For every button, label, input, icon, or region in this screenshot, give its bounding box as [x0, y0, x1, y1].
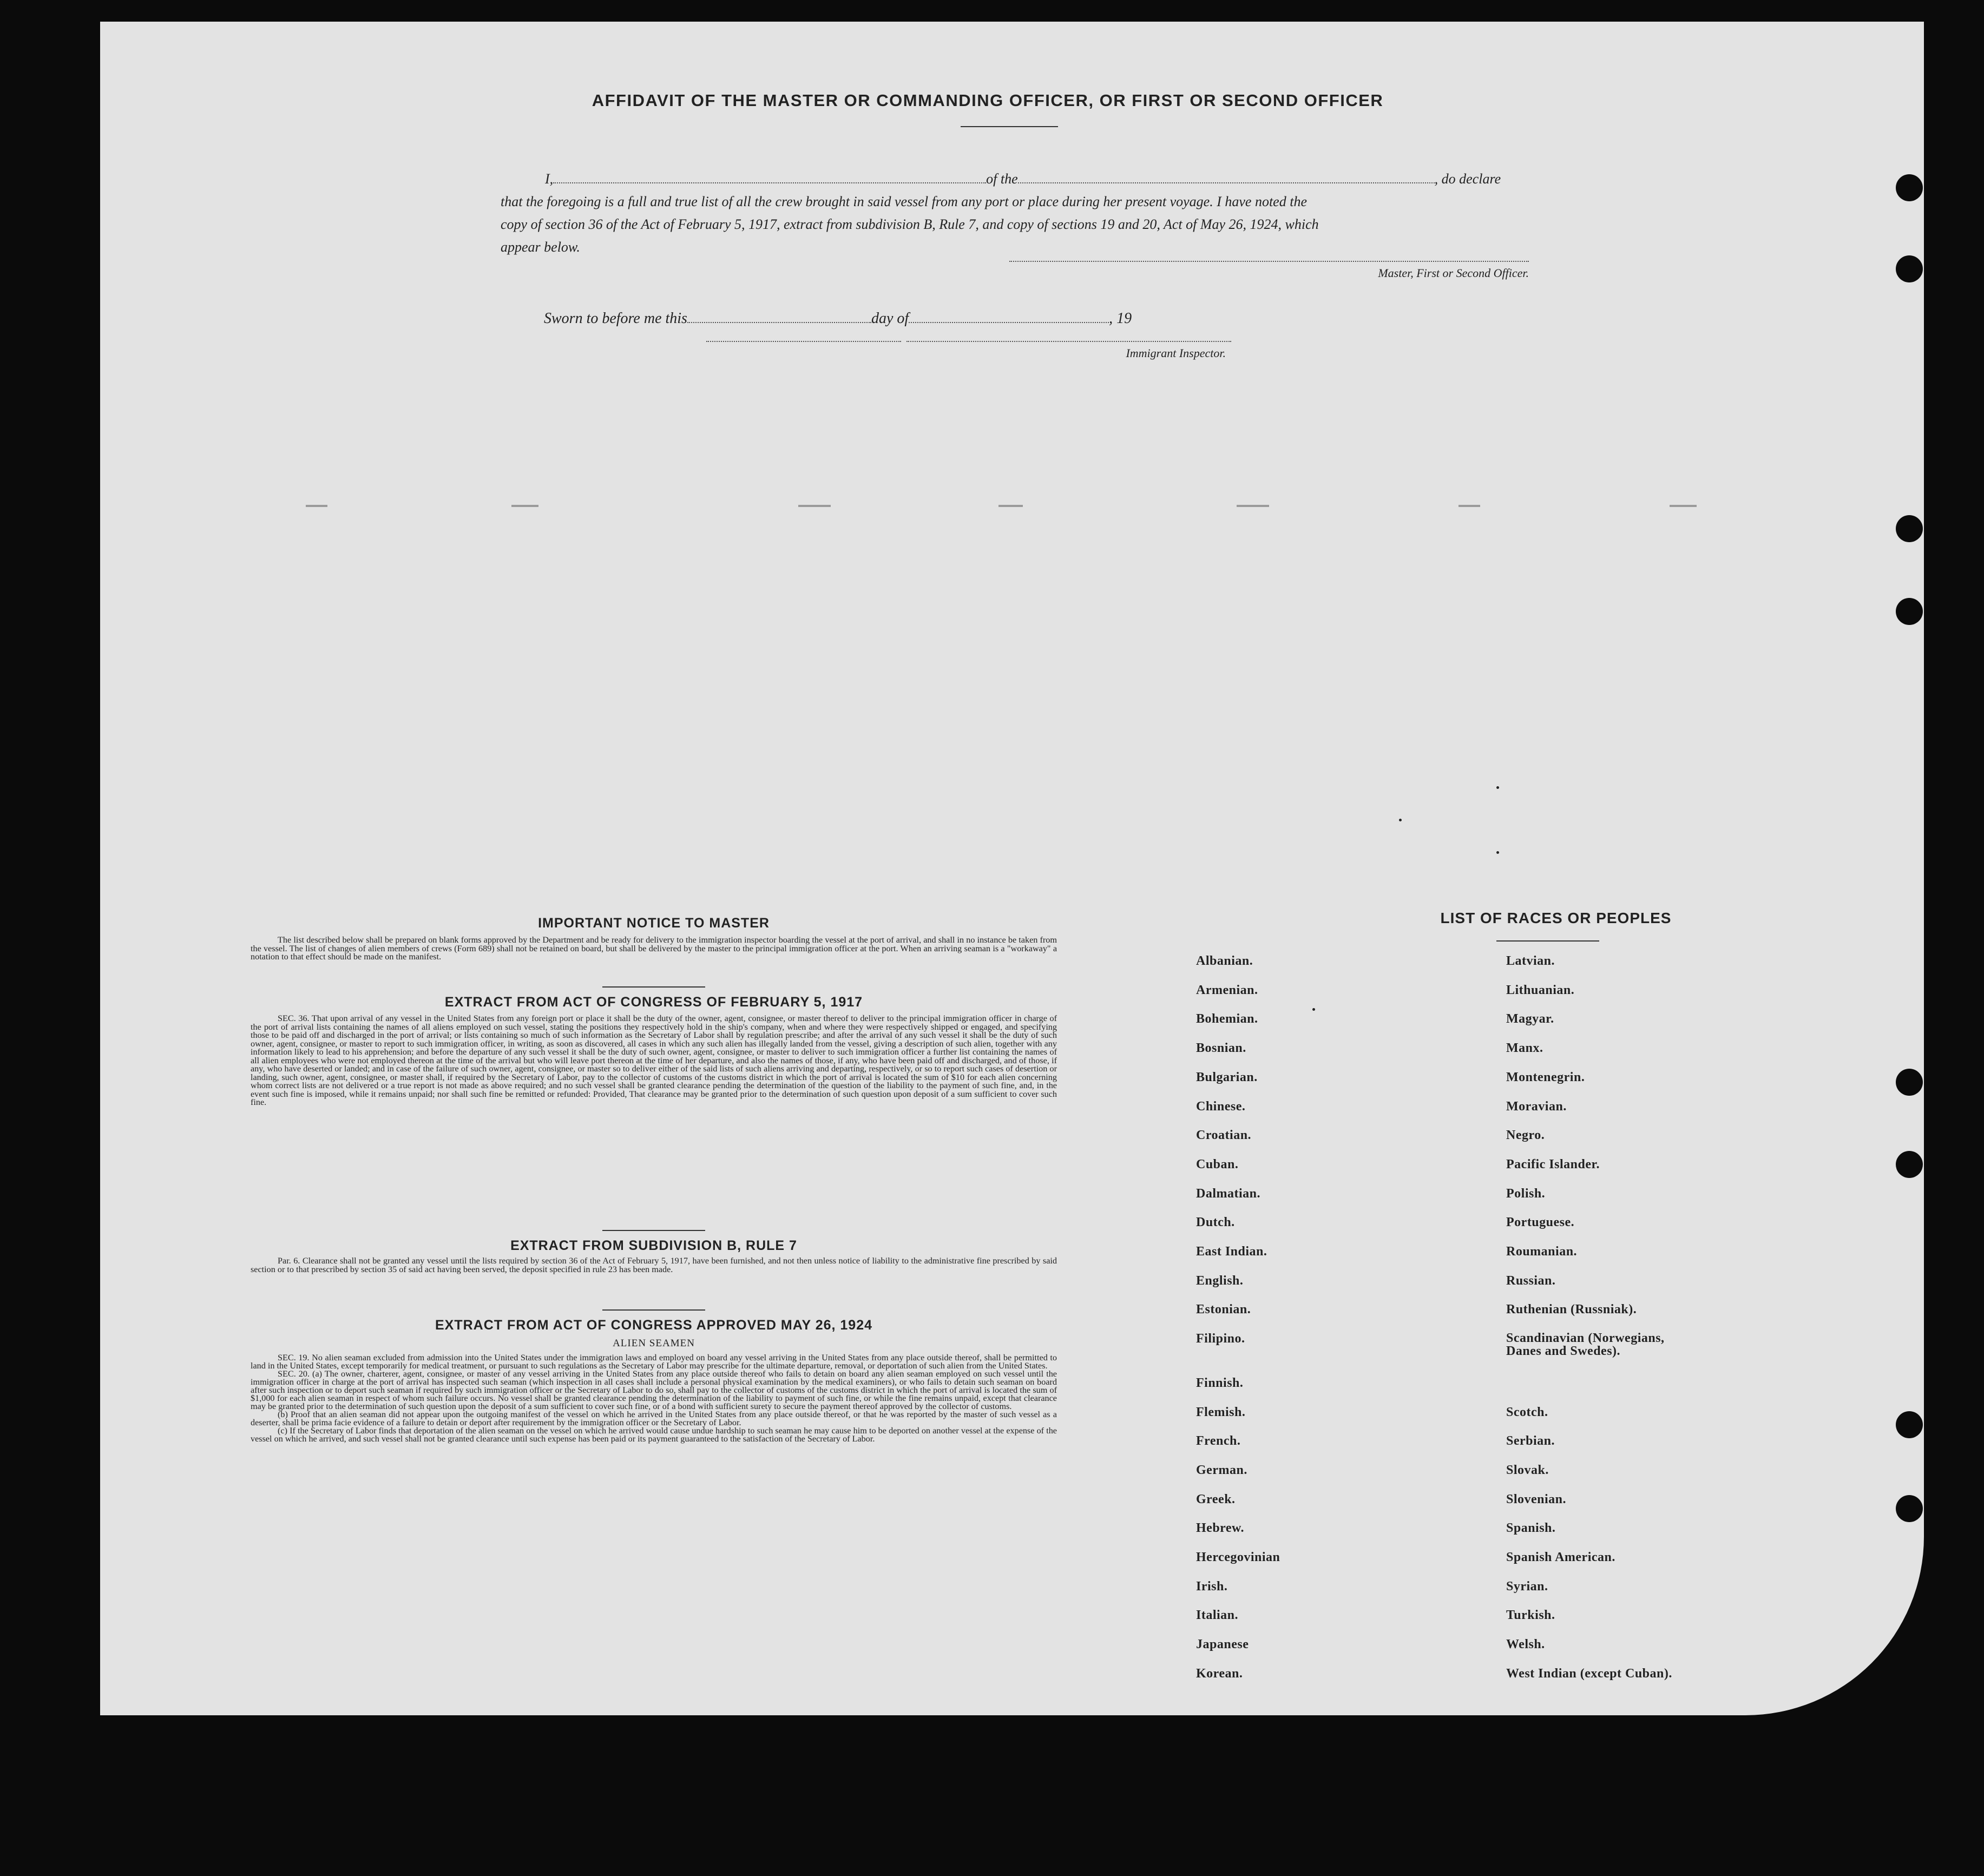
- speck: [1496, 786, 1499, 789]
- inspector-signature-line-right[interactable]: [906, 341, 1231, 342]
- race-right-item: Portuguese.: [1506, 1215, 1575, 1230]
- race-left-item: Hebrew.: [1196, 1521, 1245, 1536]
- race-right-item: Spanish.: [1506, 1521, 1556, 1536]
- do-declare-label: , do declare: [1434, 171, 1501, 187]
- document-page: [100, 22, 1924, 1715]
- race-left-item: Flemish.: [1196, 1405, 1246, 1419]
- extract-1924-heading: EXTRACT FROM ACT OF CONGRESS APPROVED MAY 26, 1924: [435, 1318, 873, 1333]
- race-right-item: Moravian.: [1506, 1099, 1567, 1114]
- bleed-mark: [998, 505, 1023, 507]
- race-right-item: Montenegrin.: [1506, 1070, 1585, 1084]
- bleed-mark: [798, 505, 831, 507]
- extract-1924-sec20c: (c) If the Secretary of Labor finds that deportation of the alien seaman on the vessel on which he arrived would cause undue hardship to such seaman he may cause him to be deported on another vessel at the expense of the vessel on which he arrived, and such vessel shall not be granted clearance until such expense has been paid or its payment guaranteed to the satisfaction of the Secretary of Labor.: [251, 1426, 1057, 1444]
- affidavit-body: [501, 168, 1626, 259]
- of-the-label: of the: [986, 171, 1018, 187]
- race-right-item: Welsh.: [1506, 1637, 1545, 1652]
- race-left-item: French.: [1196, 1434, 1241, 1449]
- extract-rule7-text: Par. 6. Clearance shall not be granted any vessel until the lists required by section 36 of the Act of February 5, 1917, have been furnished, and not then unless notice of liability to the administrative fine prescribed by said section or to that prescribed by section 35 of said act having been served, the deposit specified in rule 23 has been made.: [251, 1256, 1057, 1274]
- name-fill-line[interactable]: [553, 172, 986, 183]
- sworn-month-fill-line[interactable]: [909, 311, 1109, 323]
- speck: [1496, 851, 1499, 854]
- race-left-item: Irish.: [1196, 1579, 1228, 1594]
- master-signature-line[interactable]: [1009, 261, 1529, 262]
- extract-1924-subheading: ALIEN SEAMEN: [613, 1338, 695, 1349]
- sworn-line: [544, 310, 1132, 327]
- speck: [1399, 819, 1402, 821]
- bleed-mark: [511, 505, 538, 507]
- race-right-item: Syrian.: [1506, 1579, 1548, 1594]
- race-left-item: Armenian.: [1196, 983, 1258, 997]
- race-right-item: Scandinavian (Norwegians, Danes and Swedes).: [1506, 1331, 1665, 1359]
- punch-hole: [1896, 174, 1923, 201]
- title-rule: [961, 126, 1058, 127]
- master-signature-label: Master, First or Second Officer.: [1378, 266, 1529, 280]
- important-notice-text: The list described below shall be prepared on blank forms approved by the Department and be ready for delivery to the immigration inspector boarding the vessel at the port of arrival, and shall in no instance be taken from the vessel. The list of changes of alien members of crews (Form 689) shall not be retained on board, but shall be delivered by the master to the principal immigration officer at the port. When an arriving seaman is a "workaway" a notation to that effect should be made on the manifest.: [251, 935, 1057, 962]
- race-left-item: Chinese.: [1196, 1099, 1246, 1114]
- important-notice-heading: IMPORTANT NOTICE TO MASTER: [538, 916, 770, 931]
- race-left-item: Bohemian.: [1196, 1012, 1258, 1026]
- race-left-item: German.: [1196, 1463, 1247, 1477]
- race-left-item: Hercegovinian: [1196, 1550, 1280, 1564]
- race-right-item: Magyar.: [1506, 1012, 1554, 1026]
- affidavit-line-3: appear below.: [501, 239, 580, 255]
- race-left-item: Italian.: [1196, 1608, 1239, 1623]
- race-right-item: Spanish American.: [1506, 1550, 1615, 1564]
- race-right-item: Negro.: [1506, 1128, 1545, 1143]
- sworn-day-fill-line[interactable]: [687, 311, 871, 323]
- extract-1924-sec20b: (b) Proof that an alien seaman did not appear upon the outgoing manifest of the vessel on which he arrived in the United States from any place outside thereof, or that he was reported by the master of such vessel as a deserter, shall be prima facie evidence of a failure to detain or deport after requirement by the immigration officer or the Secretary of Labor.: [251, 1410, 1057, 1427]
- race-left-item: Japanese: [1196, 1637, 1249, 1652]
- race-right-item: Turkish.: [1506, 1608, 1555, 1623]
- race-right-item: Scotch.: [1506, 1405, 1548, 1419]
- race-right-item: West Indian (except Cuban).: [1506, 1666, 1672, 1681]
- punch-hole: [1896, 598, 1923, 625]
- races-heading: LIST OF RACES OR PEOPLES: [1440, 910, 1672, 926]
- race-right-item: Serbian.: [1506, 1434, 1555, 1449]
- vessel-fill-line[interactable]: [1018, 172, 1435, 183]
- race-left-item: Dutch.: [1196, 1215, 1235, 1230]
- punch-hole: [1896, 255, 1923, 282]
- affidavit-declaration-line: [501, 168, 1626, 190]
- race-left-item: English.: [1196, 1273, 1244, 1288]
- race-left-item: Dalmatian.: [1196, 1186, 1260, 1201]
- race-right-item: Slovenian.: [1506, 1492, 1567, 1506]
- affidavit-line-1: that the foregoing is a full and true list of all the crew brought in said vessel from any port or place during her present voyage. I have noted the: [501, 194, 1307, 209]
- bleed-mark: [1237, 505, 1269, 507]
- i-label: I,: [545, 171, 554, 187]
- race-left-item: Estonian.: [1196, 1302, 1251, 1317]
- race-right-item: Roumanian.: [1506, 1245, 1578, 1259]
- punch-hole: [1896, 1151, 1923, 1178]
- extract-1924-sec20a: SEC. 20. (a) The owner, charterer, agent, consignee, or master of any vessel arriving in the United States from any place outside thereof who fails to detain on board any alien seaman employed on such vessel until the immigration officer in charge at the port of arrival has inspected such seaman (which inspection in all cases shall include a personal physical examination by the medical examiners), or who fails to detain such seaman on board after such inspection or to deport such seaman if required by such immigration officer or the Secretary of Labor to do so, shall pay to the collector of customs of the customs district in which the port of arrival is located the sum of $1,000 for each alien seaman in respect of whom such failure occurs. No vessel shall be granted clearance pending the determination of the liability to payment of such fine, or while the fine remains unpaid, except that clearance may be granted prior to the determination of such question upon the deposit of a sum sufficient to cover such fine, or of a bond with sufficient surety to secure the payment thereof approved by the collector of customs.: [251, 1369, 1057, 1411]
- race-left-item: Filipino.: [1196, 1332, 1245, 1346]
- race-right-item: Manx.: [1506, 1041, 1543, 1056]
- race-left-item: Cuban.: [1196, 1157, 1239, 1171]
- section-rule: [602, 1230, 705, 1231]
- race-left-item: East Indian.: [1196, 1245, 1267, 1259]
- inspector-signature-label: Immigrant Inspector.: [1126, 346, 1226, 360]
- extract-1917-heading: EXTRACT FROM ACT OF CONGRESS OF FEBRUARY 5, 1917: [444, 995, 863, 1010]
- bleed-mark: [1459, 505, 1480, 507]
- bleed-mark: [306, 505, 327, 507]
- race-right-item: Pacific Islander.: [1506, 1157, 1600, 1171]
- affidavit-title: AFFIDAVIT OF THE MASTER OR COMMANDING OFFICER, OR FIRST OR SECOND OFFICER: [592, 91, 1384, 110]
- inspector-signature-line-left[interactable]: [706, 341, 901, 342]
- extract-1924-body: [251, 1354, 1057, 1443]
- race-left-item: Korean.: [1196, 1666, 1243, 1681]
- speck: [1312, 1008, 1315, 1011]
- punch-hole: [1896, 1411, 1923, 1438]
- punch-hole: [1896, 1495, 1923, 1522]
- day-of-label: day of: [871, 310, 909, 327]
- race-left-item: Bulgarian.: [1196, 1070, 1258, 1084]
- race-left-item: Greek.: [1196, 1492, 1236, 1506]
- race-right-item: Latvian.: [1506, 954, 1555, 968]
- race-left-item: Finnish.: [1196, 1375, 1244, 1390]
- race-right-item: Slovak.: [1506, 1463, 1549, 1477]
- affidavit-line-2: copy of section 36 of the Act of February 5, 1917, extract from subdivision B, Rule 7, and copy of sections 19 and 20, Act of May 26, 1924, which: [501, 216, 1319, 232]
- bleed-mark: [1670, 505, 1697, 507]
- race-right-item: Ruthenian (Russniak).: [1506, 1302, 1637, 1317]
- extract-rule7-heading: EXTRACT FROM SUBDIVISION B, RULE 7: [510, 1238, 797, 1253]
- race-left-item: Croatian.: [1196, 1128, 1252, 1143]
- race-right-item: Lithuanian.: [1506, 983, 1575, 997]
- race-right-item: Polish.: [1506, 1186, 1546, 1201]
- race-right-item: Russian.: [1506, 1273, 1556, 1288]
- race-left-item: Bosnian.: [1196, 1041, 1246, 1056]
- section-rule: [602, 1309, 705, 1311]
- sworn-label: Sworn to before me this: [544, 310, 687, 327]
- extract-1917-text: SEC. 36. That upon arrival of any vessel in the United States from any foreign port or place it shall be the duty of the owner, agent, consignee, or master thereof to deliver to the principal immigration officer in charge of the port of arrival lists containing the names of all aliens employed on such vessel, stating the positions they respectively hold in the ship's company, when and where they were respectively shipped or engaged, and specifying those to be paid off and discharged in the port of arrival; or lists containing so much of such information as the Secretary of Labor shall by regulation prescribe; and after the arrival of any such vessel it shall be the duty of such owner, agent, consignee, or master to report to such immigration officer, in writing, as soon as discovered, all cases in which any such alien has illegally landed from the vessel, giving a description of such alien, together with any information likely to lead to his apprehension; and before the departure of any such vessel it shall be the duty of such owner, agent, consignee, or master to deliver to such immigration officer a further list containing the names of all alien employees who were not employed thereon at the time of the arrival but who will leave port thereon at the time of her departure, and also the names of those, if any, who have been paid off and discharged, and of those, if any, who have deserted or landed; and in case of the failure of such owner, agent, consignee, or master so to deliver either of the said lists of such aliens arriving and departing, respectively, or so to report such cases of desertion or landing, such owner, agent, consignee, or master shall, if required by the Secretary of Labor, pay to the collector of customs of the customs district in which the port of arrival is located the sum of $10 for each alien concerning whom correct lists are not delivered or a true report is not made as above required; and no such vessel shall be granted clearance pending the determination of the question of the liability to the payment of such fine, and, in the event such fine is imposed, while it remains unpaid; nor shall such fine be remitted or refunded: Provided, That clearance may be granted prior to the determination of such question upon deposit of a sum sufficient to cover such fine.: [251, 1013, 1057, 1107]
- races-rule: [1496, 940, 1599, 942]
- race-left-item: Albanian.: [1196, 954, 1253, 968]
- year-prefix: , 19: [1109, 310, 1132, 327]
- extract-1924-sec19: SEC. 19. No alien seaman excluded from admission into the United States under the immigration laws and employed on board any vessel arriving in the United States from any place outside thereof, shall be permitted to land in the United States, except temporarily for medical treatment, or pursuant to such regulations as the Secretary of Labor may prescribe for the ultimate departure, removal, or deportation of such alien from the United States.: [251, 1353, 1057, 1371]
- punch-hole: [1896, 1069, 1923, 1096]
- section-rule: [602, 986, 705, 988]
- punch-hole: [1896, 515, 1923, 542]
